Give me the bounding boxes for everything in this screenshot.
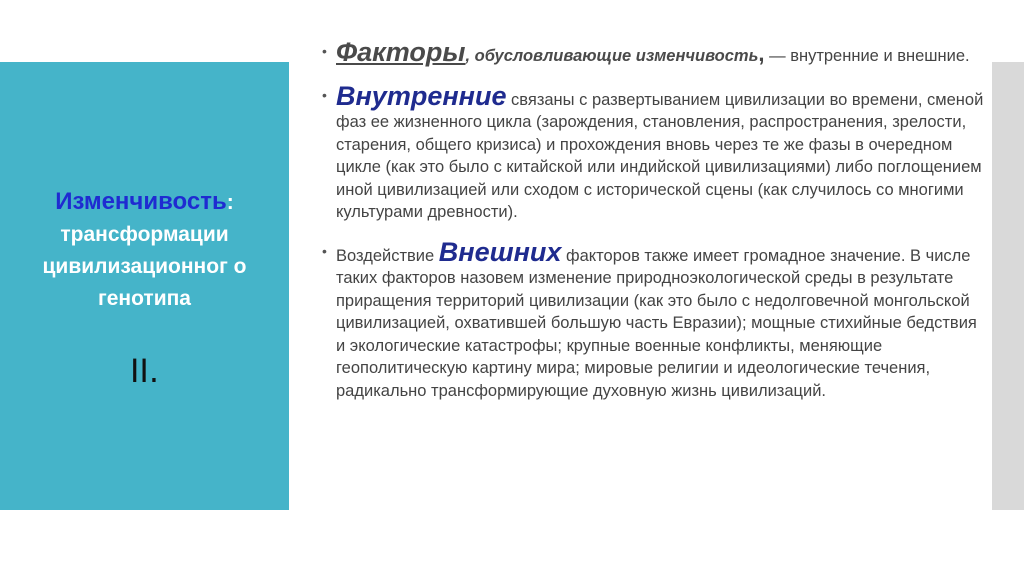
section-number: II. [129,352,160,390]
keyword: Внутренние [336,80,507,111]
keyword: Внешних [438,236,562,267]
content-list [322,37,986,418]
list-item [322,37,986,68]
comma-text: , [465,47,475,65]
bullet-icon: • [322,43,327,59]
slide-title [0,186,289,315]
title-colon: : [226,191,234,214]
body-text: связаны с развертыванием цивилизации во времени, сменой фаз ее жизненного цикла (зарождения, становления, распространения, зрелости, старения, общего кризиса) и прохождения вновь через те же фазы в очередном цикле (как это было с китайской или индийской цивилизациями) либо поглощением иной цивилизацией или сходом с исторической сцены (как случилось со многими культурами древности). [336,90,984,221]
list-item [322,236,986,403]
body-text: факторов также имеет громадное значение. В числе таких факторов назовем изменение природноэкологической среды в результате приращения территорий цивилизации (как это было с недолговечной монгольской цивилизацией, охватившей большую часть Евразии); мощные стихийные бедствия и экологические катастрофы; крупные военные конфликты, меняющие геополитическую картину мира; мировые религии и идеологические течения, радикально трансформирующие духовную жизнь цивилизаций. [336,246,977,400]
title-main: Изменчивость [55,188,227,215]
list-item [322,80,986,224]
right-strip [992,62,1024,510]
prefix-text: Воздействие [336,246,439,265]
bullet-icon: • [322,242,327,259]
emphasis-text: обусловливающие изменчивость [474,47,759,65]
comma-text: , [758,41,765,66]
bullet-icon: • [322,86,327,103]
keyword: Факторы [336,37,466,67]
body-text: — внутренние и внешние. [764,47,970,65]
title-rest: трансформации цивилизационног о генотипа [42,223,247,310]
